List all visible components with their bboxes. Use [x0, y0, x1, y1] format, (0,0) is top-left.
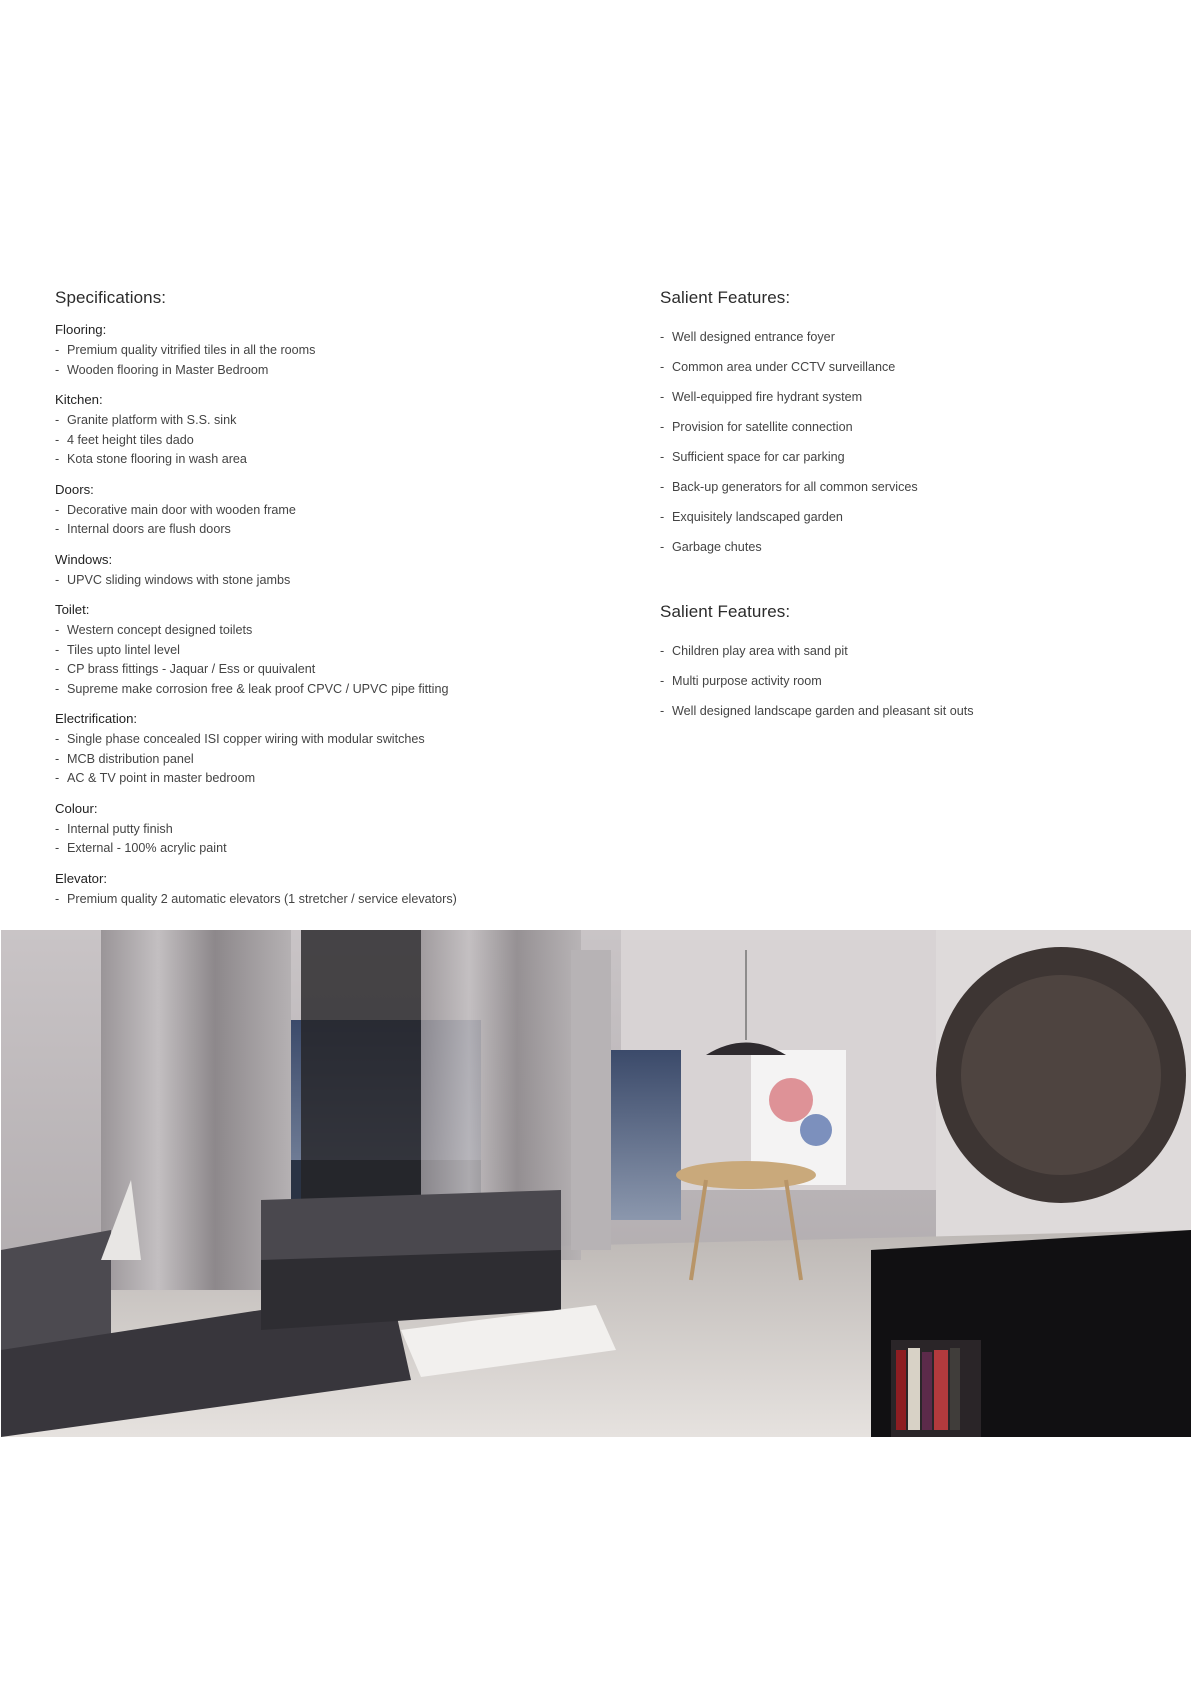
feature-item: [660, 322, 1160, 352]
bullet-dash: -: [55, 821, 60, 836]
specifications-column: [55, 288, 615, 921]
list-item-text: Back-up generators for all common services: [672, 480, 918, 494]
spec-group-title: Flooring:: [55, 322, 107, 337]
list-item-text: CP brass fittings - Jaquar / Ess or quuivalent: [67, 662, 316, 676]
list-item-text: Tiles upto lintel level: [67, 642, 180, 657]
salient-features-block-1: [660, 288, 1160, 562]
bullet-dash: -: [55, 413, 60, 427]
spec-item: [55, 520, 615, 540]
bullet-dash: -: [55, 432, 60, 447]
list-item-text: Western concept designed toilets: [67, 623, 253, 637]
list-item-text: External - 100% acrylic paint: [67, 841, 227, 855]
spec-item: [55, 341, 615, 361]
bullet-dash: -: [660, 540, 665, 554]
spec-group: [55, 552, 615, 591]
feature-item: [660, 666, 1160, 696]
bullet-dash: -: [55, 771, 60, 785]
bullet-dash: -: [660, 390, 665, 404]
salient-features-block-2: [660, 602, 1160, 726]
list-item-text: AC & TV point in master bedroom: [67, 771, 256, 785]
feature-item: [660, 352, 1160, 382]
bullet-dash: -: [660, 510, 665, 524]
bullet-dash: -: [55, 681, 60, 696]
bullet-dash: -: [55, 502, 60, 517]
list-item-text: Granite platform with S.S. sink: [67, 413, 237, 427]
spec-group: [55, 322, 615, 380]
feature-item: [660, 636, 1160, 666]
list-item-text: Wooden flooring in Master Bedroom: [67, 362, 269, 377]
bullet-dash: -: [55, 642, 60, 657]
spec-group: [55, 801, 615, 859]
bullet-dash: -: [55, 522, 60, 536]
bullet-dash: -: [660, 644, 665, 658]
spec-item: [55, 361, 615, 381]
spec-item: [55, 641, 615, 661]
list-item-text: Premium quality vitrified tiles in all the rooms: [67, 343, 316, 357]
feature-item: [660, 502, 1160, 532]
bullet-dash: -: [55, 662, 60, 676]
list-item-text: Sufficient space for car parking: [672, 450, 845, 464]
bullet-dash: -: [660, 704, 665, 718]
spec-group: [55, 482, 615, 540]
spec-item: [55, 411, 615, 431]
list-item-text: Multi purpose activity room: [672, 674, 822, 688]
bullet-dash: -: [55, 343, 60, 357]
feature-item: [660, 532, 1160, 562]
salient-features-heading-2: Salient Features:: [660, 602, 791, 621]
bullet-dash: -: [55, 362, 60, 377]
spec-group: [55, 871, 615, 910]
spec-group-title: Windows:: [55, 551, 113, 567]
spec-item: [55, 680, 615, 700]
spec-item: [55, 571, 615, 591]
bullet-dash: -: [55, 452, 60, 466]
spec-group-title: Elevator:: [55, 870, 108, 886]
list-item-text: Well-equipped fire hydrant system: [672, 390, 863, 404]
bullet-dash: -: [660, 330, 665, 344]
salient-features-list-2: [660, 636, 1160, 726]
list-item-text: Common area under CCTV surveillance: [672, 360, 896, 374]
spec-item: [55, 431, 615, 451]
bullet-dash: -: [55, 572, 60, 587]
spec-group: [55, 602, 615, 699]
spec-item: [55, 621, 615, 641]
feature-item: [660, 472, 1160, 502]
spec-group: [55, 711, 615, 789]
bullet-dash: -: [55, 891, 60, 906]
spec-group-title: Toilet:: [55, 602, 90, 617]
spec-item: [55, 839, 615, 859]
living-room-photo: [1, 930, 1191, 1437]
spec-item: [55, 750, 615, 770]
list-item-text: Children play area with sand pit: [672, 644, 848, 658]
spec-group-title: Colour:: [55, 800, 98, 816]
spec-item: [55, 660, 615, 680]
spec-item: [55, 501, 615, 521]
spec-item: [55, 890, 615, 910]
feature-item: [660, 442, 1160, 472]
list-item-text: Internal putty finish: [67, 821, 173, 836]
list-item-text: Well designed entrance foyer: [672, 330, 835, 344]
bullet-dash: -: [660, 480, 665, 494]
bullet-dash: -: [660, 450, 665, 464]
feature-item: [660, 696, 1160, 726]
list-item-text: Provision for satellite connection: [672, 420, 853, 434]
spec-group-title: Kitchen:: [55, 392, 103, 407]
bullet-dash: -: [660, 360, 665, 374]
feature-item: [660, 382, 1160, 412]
bullet-dash: -: [55, 732, 60, 746]
list-item-text: Well designed landscape garden and pleasant sit outs: [672, 704, 974, 718]
bullet-dash: -: [55, 751, 60, 766]
list-item-text: Supreme make corrosion free & leak proof CPVC / UPVC pipe fitting: [67, 681, 449, 696]
list-item-text: Decorative main door with wooden frame: [67, 502, 296, 517]
specification-groups: [55, 322, 615, 909]
salient-features-column: [660, 288, 1160, 726]
spec-group-title: Electrification:: [55, 711, 138, 726]
bullet-dash: -: [55, 841, 60, 855]
feature-item: [660, 412, 1160, 442]
spec-group-title: Doors:: [55, 481, 94, 497]
bullet-dash: -: [660, 674, 665, 688]
list-item-text: Kota stone flooring in wash area: [67, 452, 247, 466]
list-item-text: 4 feet height tiles dado: [67, 432, 194, 447]
list-item-text: Single phase concealed ISI copper wiring with modular switches: [67, 732, 425, 746]
spec-group: [55, 392, 615, 470]
salient-features-heading-1: Salient Features:: [660, 288, 791, 307]
list-item-text: Premium quality 2 automatic elevators (1 stretcher / service elevators): [67, 891, 457, 906]
spec-item: [55, 450, 615, 470]
spec-item: [55, 730, 615, 750]
spec-item: [55, 769, 615, 789]
bullet-dash: -: [660, 420, 665, 434]
list-item-text: Garbage chutes: [672, 540, 762, 554]
bullet-dash: -: [55, 623, 60, 637]
list-item-text: UPVC sliding windows with stone jambs: [67, 572, 291, 587]
specifications-heading: Specifications:: [55, 288, 167, 307]
list-item-text: Internal doors are flush doors: [67, 522, 231, 536]
salient-features-list-1: [660, 322, 1160, 562]
list-item-text: MCB distribution panel: [67, 751, 194, 766]
list-item-text: Exquisitely landscaped garden: [672, 510, 843, 524]
spec-item: [55, 820, 615, 840]
